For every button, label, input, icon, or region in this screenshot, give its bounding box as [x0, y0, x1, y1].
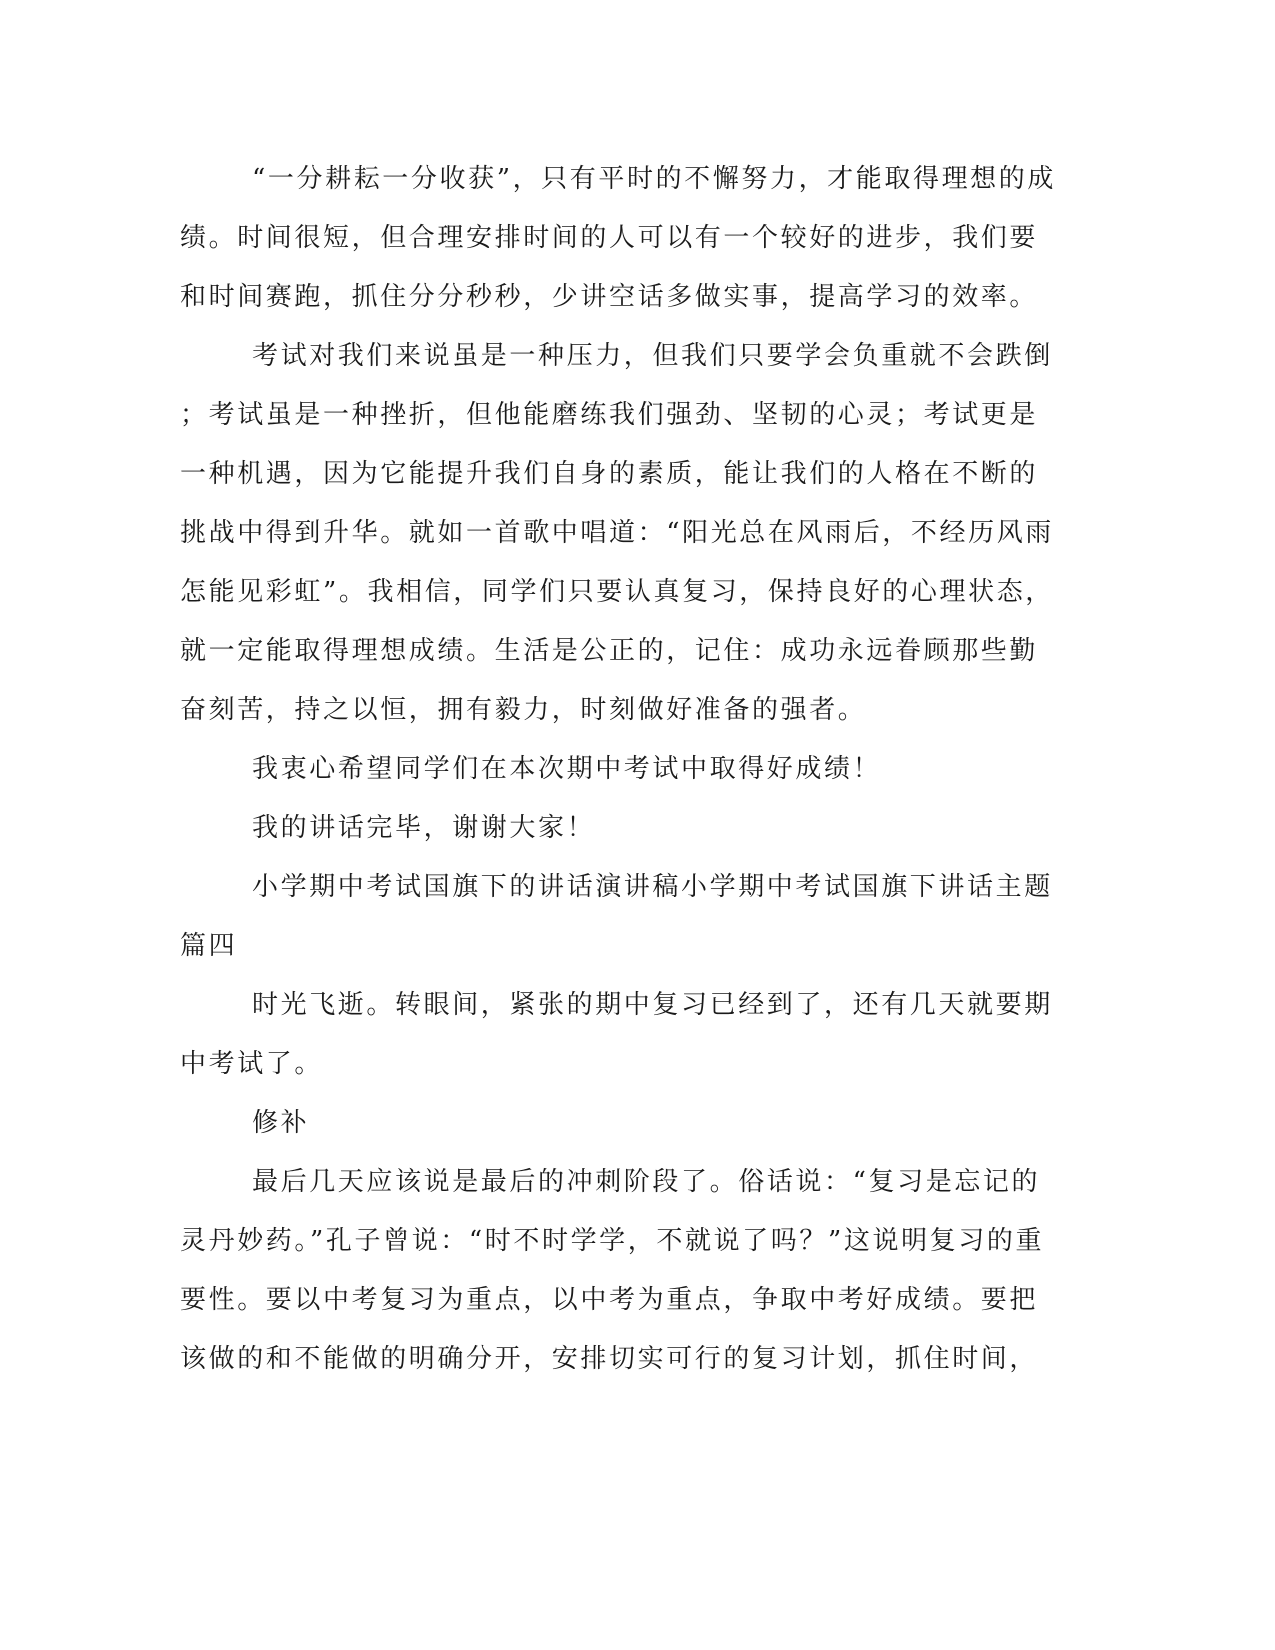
text-line: 就一定能取得理想成绩。生活是公正的，记住：成功永远眷顾那些勤 [180, 636, 1039, 666]
text-line: 和时间赛跑，抓住分分秒秒，少讲空话多做实事，提高学习的效率。 [180, 282, 1039, 312]
text-line: 修补 [252, 1108, 310, 1138]
text-line: 中考试了。 [180, 1049, 324, 1079]
document-page [180, 150, 1056, 1389]
text-line: “一分耕耘一分收获”，只有平时的不懈努力，才能取得理想的成 [252, 164, 1056, 194]
text-line: 奋刻苦，持之以恒，拥有毅力，时刻做好准备的强者。 [180, 695, 867, 725]
text-line: 灵丹妙药。”孔子曾说：“时不时学学，不就说了吗？”这说明复习的重 [180, 1226, 1045, 1256]
text-line: ；考试虽是一种挫折，但他能磨练我们强劲、坚韧的心灵；考试更是 [180, 400, 1039, 430]
text-line: 我衷心希望同学们在本次期中考试中取得好成绩！ [252, 754, 882, 784]
text-line: 绩。时间很短，但合理安排时间的人可以有一个较好的进步，我们要 [180, 223, 1039, 253]
text-line: 最后几天应该说是最后的冲刺阶段了。俗话说：“复习是忘记的 [252, 1167, 1041, 1197]
heading-line: 篇四 [180, 931, 238, 961]
text-line: 该做的和不能做的明确分开，安排切实可行的复习计划，抓住时间， [180, 1344, 1039, 1374]
text-line: 一种机遇，因为它能提升我们自身的素质，能让我们的人格在不断的 [180, 459, 1039, 489]
text-line: 要性。要以中考复习为重点，以中考为重点，争取中考好成绩。要把 [180, 1285, 1039, 1315]
text-line: 时光飞逝。转眼间，紧张的期中复习已经到了，还有几天就要期 [252, 990, 1053, 1020]
heading-line: 小学期中考试国旗下的讲话演讲稿小学期中考试国旗下讲话主题 [252, 872, 1053, 902]
text-line: 我的讲话完毕，谢谢大家！ [252, 813, 596, 843]
text-line: 挑战中得到升华。就如一首歌中唱道：“阳光总在风雨后，不经历风雨 [180, 518, 1054, 548]
text-line: 考试对我们来说虽是一种压力，但我们只要学会负重就不会跌倒 [252, 341, 1053, 371]
text-line: 怎能见彩虹”。我相信，同学们只要认真复习，保持良好的心理状态， [180, 577, 1054, 607]
